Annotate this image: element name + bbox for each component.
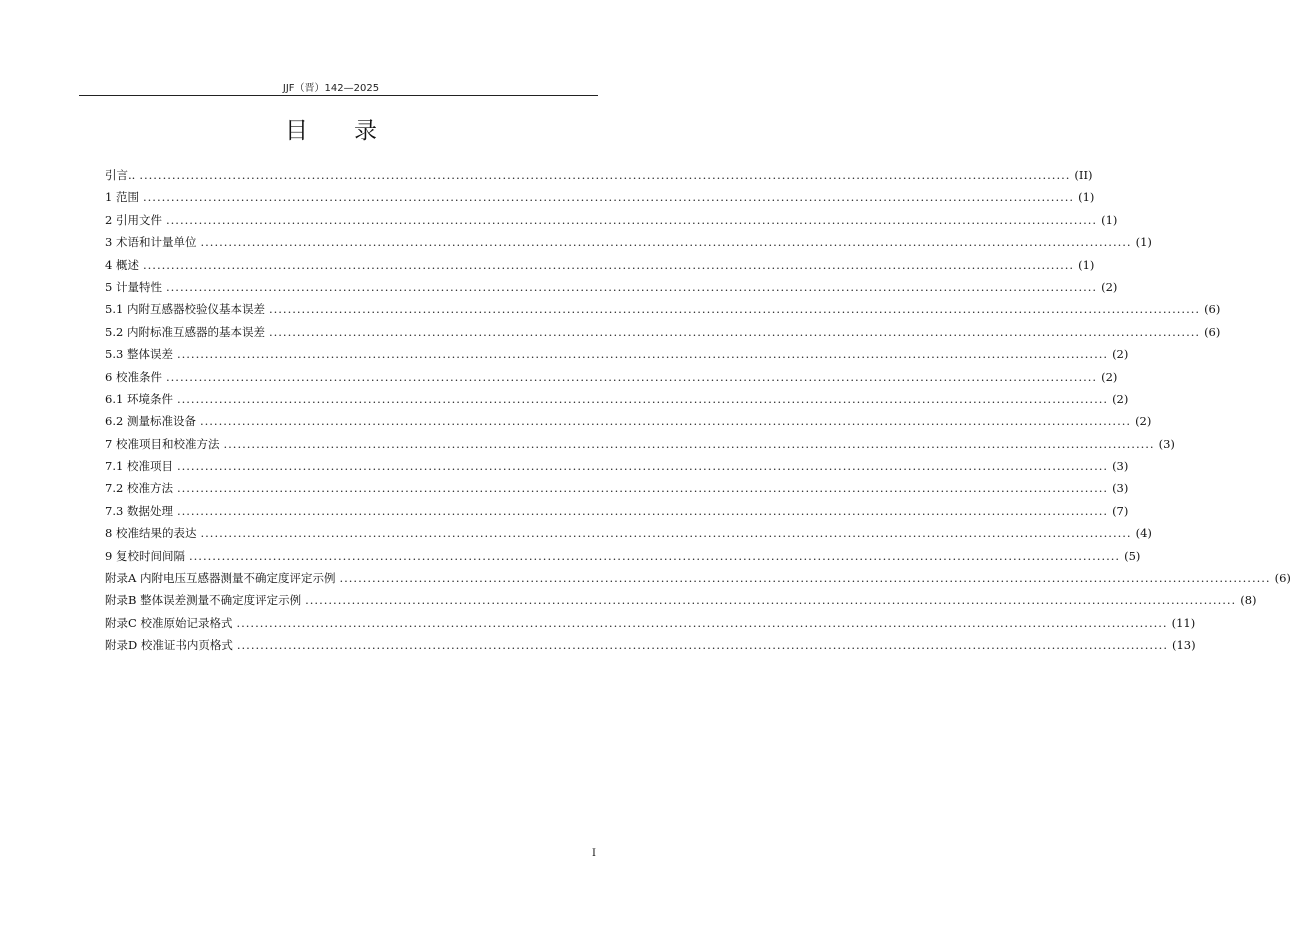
toc-entry[interactable] — [105, 410, 1152, 432]
toc-dot-leader: ........................................................................................................................................................................................................ — [176, 391, 1109, 406]
toc-entry-page: (3) — [1112, 481, 1129, 496]
toc-dot-leader: ........................................................................................................................................................................................................ — [165, 279, 1098, 294]
toc-entry-page: (5) — [1124, 548, 1141, 563]
table-of-contents — [105, 164, 1291, 657]
toc-entry-page: (4) — [1135, 526, 1152, 541]
toc-dot-leader: ........................................................................................................................................................................................................ — [305, 593, 1237, 608]
toc-entry[interactable] — [105, 500, 1129, 522]
toc-entry-label: 1 范围 — [105, 190, 139, 205]
toc-entry[interactable] — [105, 164, 1093, 186]
toc-entry-label: 5.3 整体误差 — [105, 347, 173, 362]
document-code-header: JJF（晋）142—2025 — [282, 83, 380, 94]
toc-dot-leader: ........................................................................................................................................................................................................ — [142, 190, 1075, 205]
toc-entry-page: (2) — [1101, 279, 1118, 294]
toc-entry[interactable] — [105, 254, 1095, 276]
toc-entry-label: 7.1 校准项目 — [105, 459, 173, 474]
toc-entry[interactable] — [105, 612, 1196, 634]
toc-dot-leader: ........................................................................................................................................................................................................ — [236, 615, 1168, 630]
toc-entry-label: 附录D 校准证书内页格式 — [105, 638, 233, 653]
toc-entry-label: 9 复校时间间隔 — [105, 548, 185, 563]
toc-entry-label: 附录B 整体误差测量不确定度评定示例 — [105, 593, 302, 608]
toc-entry-page: (11) — [1171, 615, 1196, 630]
toc-entry-label: 6.1 环境条件 — [105, 391, 173, 406]
toc-entry[interactable] — [105, 209, 1118, 231]
toc-entry-label: 8 校准结果的表达 — [105, 526, 197, 541]
toc-entry-page: (II) — [1074, 168, 1093, 182]
toc-entry[interactable] — [105, 545, 1141, 567]
toc-entry-page: (6) — [1204, 302, 1221, 317]
toc-entry[interactable] — [105, 433, 1175, 455]
toc-entry[interactable] — [105, 455, 1129, 477]
toc-entry-page: (3) — [1112, 459, 1129, 474]
toc-entry-label: 引言.. — [105, 168, 136, 182]
toc-dot-leader: ........................................................................................................................................................................................................ — [200, 526, 1132, 541]
toc-dot-leader: ........................................................................................................................................................................................................ — [176, 503, 1109, 518]
toc-entry-label: 7 校准项目和校准方法 — [105, 436, 220, 451]
toc-entry-page: (3) — [1158, 436, 1175, 451]
toc-entry-page: (1) — [1078, 190, 1095, 205]
toc-entry[interactable] — [105, 634, 1196, 656]
toc-entry-page: (6) — [1274, 571, 1291, 586]
toc-entry-page: (7) — [1112, 503, 1129, 518]
toc-entry-page: (1) — [1078, 257, 1095, 272]
toc-entry[interactable] — [105, 522, 1152, 544]
toc-entry-page: (13) — [1171, 638, 1196, 653]
toc-entry-label: 5 计量特性 — [105, 279, 162, 294]
toc-entry-label: 6 校准条件 — [105, 369, 162, 384]
header-divider — [79, 95, 598, 96]
toc-entry-page: (1) — [1135, 235, 1152, 250]
toc-entry-page: (2) — [1112, 347, 1129, 362]
toc-entry-label: 5.2 内附标准互感器的基本误差 — [105, 324, 265, 339]
toc-dot-leader: ........................................................................................................................................................................................................ — [165, 212, 1098, 227]
toc-entry[interactable] — [105, 276, 1118, 298]
toc-dot-leader: ........................................................................................................................................................................................................ — [199, 414, 1132, 429]
toc-entry[interactable] — [105, 589, 1257, 611]
toc-entry[interactable] — [105, 231, 1152, 253]
toc-entry-label: 5.1 内附互感器校验仪基本误差 — [105, 302, 265, 317]
toc-entry-label: 附录A 内附电压互感器测量不确定度评定示例 — [105, 571, 336, 586]
toc-dot-leader: ........................................................................................................................................................................................................ — [165, 369, 1098, 384]
toc-entry-label: 6.2 测量标准设备 — [105, 414, 196, 429]
toc-entry-label: 4 概述 — [105, 257, 139, 272]
toc-entry[interactable] — [105, 567, 1291, 589]
toc-title — [0, 112, 662, 145]
toc-entry[interactable] — [105, 343, 1129, 365]
toc-title-char-2: 录 — [354, 118, 377, 144]
toc-entry[interactable] — [105, 366, 1118, 388]
toc-dot-leader: ........................................................................................................................................................................................................ — [268, 324, 1201, 339]
toc-entry[interactable] — [105, 321, 1221, 343]
toc-dot-leader: ........................................................................................................................................................................................................ — [142, 257, 1075, 272]
toc-dot-leader: ........................................................................................................................................................................................................ — [139, 168, 1071, 182]
toc-dot-leader: ........................................................................................................................................................................................................ — [188, 548, 1121, 563]
toc-entry-label: 3 术语和计量单位 — [105, 235, 197, 250]
toc-dot-leader: ........................................................................................................................................................................................................ — [176, 459, 1109, 474]
toc-entry-label: 2 引用文件 — [105, 212, 162, 227]
toc-entry[interactable] — [105, 388, 1129, 410]
toc-entry-page: (2) — [1112, 391, 1129, 406]
toc-dot-leader: ........................................................................................................................................................................................................ — [176, 481, 1109, 496]
page-number: I — [592, 848, 596, 859]
toc-entry-label: 7.2 校准方法 — [105, 481, 173, 496]
toc-entry-page: (8) — [1240, 593, 1257, 608]
toc-dot-leader: ........................................................................................................................................................................................................ — [200, 235, 1132, 250]
toc-dot-leader: ........................................................................................................................................................................................................ — [339, 571, 1271, 586]
toc-entry-page: (2) — [1101, 369, 1118, 384]
toc-entry[interactable] — [105, 477, 1129, 499]
toc-entry-page: (1) — [1101, 212, 1118, 227]
toc-dot-leader: ........................................................................................................................................................................................................ — [236, 638, 1168, 653]
toc-entry[interactable] — [105, 186, 1095, 208]
toc-entry-label: 7.3 数据处理 — [105, 503, 173, 518]
toc-entry-page: (6) — [1204, 324, 1221, 339]
toc-entry-label: 附录C 校准原始记录格式 — [105, 615, 233, 630]
toc-dot-leader: ........................................................................................................................................................................................................ — [176, 347, 1109, 362]
toc-title-char-1: 目 — [285, 118, 308, 144]
toc-entry[interactable] — [105, 298, 1221, 320]
toc-entry-page: (2) — [1135, 414, 1152, 429]
toc-dot-leader: ........................................................................................................................................................................................................ — [223, 436, 1155, 451]
toc-dot-leader: ........................................................................................................................................................................................................ — [268, 302, 1201, 317]
